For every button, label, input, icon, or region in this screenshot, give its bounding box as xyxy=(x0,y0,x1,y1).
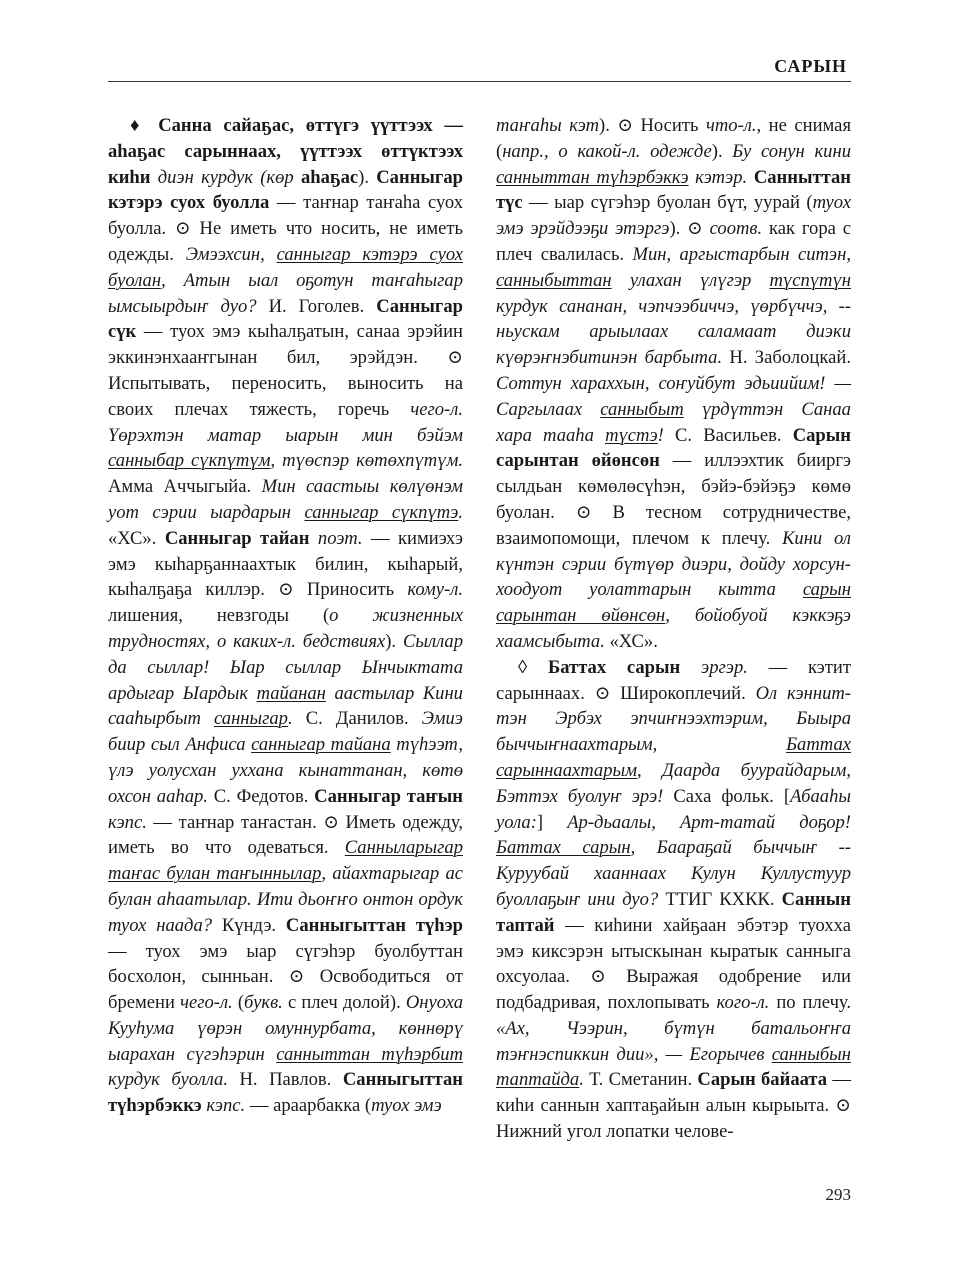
headword: аһаҕас xyxy=(300,166,359,188)
text-run: аастылар Кини сааһырбыт xyxy=(108,682,463,730)
text-run: ). xyxy=(358,166,377,188)
text-run: таҥаһы кэт xyxy=(496,115,600,136)
text-run: с плеч долой). xyxy=(282,992,406,1014)
headword: ♦ Санна сайаҕас, өттүгэ үүттээх — аһаҕас сарыннаах, үүттээх өттүктээх киһи xyxy=(108,115,463,188)
example-keyword: санныгар кэтэрэ суох буолан xyxy=(108,243,463,291)
text-run: . xyxy=(579,1069,584,1091)
example-keyword: түстэ xyxy=(605,424,658,446)
text-run: Күндэ. xyxy=(212,914,286,936)
text-run: . xyxy=(458,501,463,523)
text-run: — киһини хайҕаан эбэтэр туохха эмэ киксэрэн ытыскынан кыратык санныга охсуолаа. ⊙ Выражая одобрение или подбадривая, похлопывать xyxy=(496,914,851,1014)
text-run: курдук буолла. xyxy=(108,1069,228,1091)
headword: Санныгар кэтэрэ суох буолла xyxy=(108,166,463,214)
headword: Саннын таптай xyxy=(496,888,851,936)
text-run: С. Васильев. xyxy=(663,424,793,446)
text-run: ). ⊙ xyxy=(669,218,710,240)
text-run: ( xyxy=(232,992,245,1014)
text-run: кого-л. xyxy=(716,992,770,1014)
text-run: Мин саастыы көлүөнэм уот сэрии ыардарын xyxy=(108,476,463,523)
text-run: кэтэр. xyxy=(688,166,748,188)
text-run: Ар-дьаалы, Арт-татай доҕор! xyxy=(567,811,852,833)
text-run: Мин, аргыстарбын ситэн, xyxy=(632,243,851,265)
text-run: — киһи саннын хаптаҕайын алын кырыыта. ⊙ Нижний угол лопатки челове- xyxy=(496,1069,851,1143)
text-run: Н. Павлов. xyxy=(227,1069,343,1091)
text-run: ! xyxy=(657,424,664,446)
text-run: , не снимая ( xyxy=(496,115,851,162)
text-run: С. Данилов. xyxy=(292,708,422,730)
headword: Санныгыттан түһэр xyxy=(285,914,463,936)
text-run: как гора с плеч свалилась. xyxy=(496,218,852,265)
example-keyword: санныбыт xyxy=(600,398,684,420)
text-run: курдук сананан, чэпчээбиччэ, үөрбүччэ, -- ньускам арыылаах саламаат диэки күөрэҥнэбитинэн барбыта. xyxy=(496,295,851,369)
text-run: Ол кэнниттэн Эрбэх эпчиҥнээхтэрим, Быыра быччыҥнаахтарым, xyxy=(496,682,851,756)
headword: Санныгар тайан xyxy=(164,527,310,549)
text-run: Бу сонун кини xyxy=(732,140,851,162)
text-run: Эмээхсин, xyxy=(185,243,277,265)
text-run: ТТИГ КХКК. xyxy=(658,888,782,910)
text-run: — таҥнар таҥастан. ⊙ Иметь одежду, иметь во что одеваться. xyxy=(108,811,463,859)
entry-paragraph xyxy=(496,113,851,655)
text-run: ). xyxy=(711,140,733,162)
entry-paragraph xyxy=(108,113,463,1119)
text-run: что-л. xyxy=(705,115,757,136)
text-run: кому-л. xyxy=(407,579,463,601)
text-run: о жизненных трудностях, о каких-л. бедствиях xyxy=(108,605,463,652)
text-run: — кэтит сарыннаах. ⊙ Широкоплечий. xyxy=(496,656,851,704)
headword: Санныгыттан түһэрбэккэ xyxy=(108,1069,463,1117)
text-run: , түөспэр көтөхпүтүм. xyxy=(270,450,463,472)
headword: Санныттан түс xyxy=(496,166,851,214)
example-keyword: түспүтүн xyxy=(769,269,851,291)
text-run: букв. xyxy=(244,992,283,1014)
example-keyword: санныгар xyxy=(214,708,288,730)
text-run: — ыар сүгэһэр буолан бүт, уурай ( xyxy=(522,192,813,214)
text-run: Амма Аччыгыйа. xyxy=(108,476,262,498)
text-run: Үөрэхтэн матар ыарын мин бэйэм xyxy=(108,424,463,446)
text-run: Т. Сметанин. xyxy=(583,1069,698,1091)
text-run xyxy=(309,528,317,549)
example-keyword: Баттах сарын xyxy=(496,837,631,859)
text-run: ◊ xyxy=(518,656,548,678)
example-keyword: Санныларыгар таҥас булан таҥыннылар xyxy=(108,837,463,885)
text-run: , бойобуой кэккэҕэ хаамсыбыта. xyxy=(496,605,851,652)
text-run: , айахтарыгар ас булан аһаатылар. Ити дьоҥҥо онтон ордук туох наада? xyxy=(108,863,463,936)
text-run: Н. Заболоцкай. xyxy=(722,347,851,369)
text-run: по плечу. xyxy=(769,992,851,1014)
text-run: лишения, невзгоды ( xyxy=(108,605,330,627)
text-run: Абааһы уола: xyxy=(496,785,851,833)
text-run: Эмиэ биир сыл Анфиса xyxy=(108,708,463,756)
example-keyword: санныбар сүкпүтүм xyxy=(108,450,271,472)
text-run: — араарбакка ( xyxy=(245,1095,372,1117)
text-run: кэпс. xyxy=(206,1095,246,1117)
text-run: диэн курдук (көр xyxy=(150,166,301,188)
page-number: 293 xyxy=(825,1185,851,1204)
example-keyword: тайанан xyxy=(256,682,326,704)
header-rule xyxy=(108,81,851,82)
text-run: туох эмэ xyxy=(371,1095,442,1117)
text-run xyxy=(747,167,754,188)
text-run: үрдүттэн Санаа хара тааһа xyxy=(496,398,851,446)
text-run: Кини ол күнтэн сэрии бүтүөр диэри, дойду хорсун-хоодуот уолаттарын кытта xyxy=(496,527,851,601)
text-run: И. Гоголев. xyxy=(256,295,377,317)
entry-paragraph xyxy=(496,655,851,1145)
text-run: — туох эмэ ыар сүгэһэр буолбуттан босхолон, сынньан. ⊙ Освободиться от бремени xyxy=(108,940,463,1014)
text-run: чего-л. xyxy=(410,398,463,420)
text-run: соотв. xyxy=(709,218,763,240)
headword: Баттах сарын xyxy=(547,656,681,678)
headword: Сарын байаата xyxy=(697,1069,828,1091)
text-run: — иллээхтик бииргэ сылдьан көмөлөсүһэн, бэйэ-бэйэҕэ көмө буолан. ⊙ В тесном сотрудничестве, взаимопомощи, плечом к плечу. xyxy=(496,450,851,549)
running-header: САРЫН xyxy=(774,56,847,76)
headword: Санныгар таҥын xyxy=(314,785,463,807)
example-keyword: санныгар тайана xyxy=(251,734,391,756)
text-run: — туох эмэ кыһалҕатын, санаа эрэйин эккинэнхааҥгынан бил, эрэйдэн. ⊙ Испытывать, переносить, выносить на своих плечах тяжесть, горечь xyxy=(108,321,463,420)
text-run: туох эмэ эрэйдээҕи этэргэ xyxy=(496,192,851,240)
text-columns xyxy=(108,113,851,1173)
headword: Сарын сарынтан өйөнсөн xyxy=(496,424,851,472)
left-column xyxy=(108,113,463,1173)
text-run: «ХС». xyxy=(108,527,165,549)
text-run: чего-л. xyxy=(180,992,233,1014)
text-run: , Баараҕай быччыҥ -- Куруубай хааннаах Кулун Куллустуур буоллаҕыҥ ини дуо? xyxy=(496,837,851,910)
example-keyword: санныттан түһэрбит xyxy=(276,1043,463,1065)
example-keyword: санныгар сүкпүтэ xyxy=(304,501,459,523)
text-run: «Ах, Чээрин, бүтүн батальоҥҥа тэҥнэспиккин дии», — Егорычев xyxy=(496,1017,851,1065)
headword: Санныгар сүк xyxy=(108,295,464,343)
example-keyword: санныттан түһэрбэккэ xyxy=(496,166,689,188)
text-run: — таҥнар таҥаһа суох буолла. ⊙ Не иметь что носить, не иметь одежды. xyxy=(108,192,463,265)
text-run: С. Федотов. xyxy=(207,785,315,807)
text-run: поэт. xyxy=(317,527,363,549)
text-run: . xyxy=(287,708,293,730)
text-run: улахан үлүгэр xyxy=(611,269,770,291)
text-run: Сыллар да сыллар! Ыар сыллар Ынчыктата ардыгар Ыардык xyxy=(108,630,463,704)
text-run: , Даарда буурайдарым, Бэттэх буолуҥ эрэ! xyxy=(496,759,851,807)
right-column xyxy=(496,113,851,1173)
text-run xyxy=(680,657,701,678)
text-run: — кимиэхэ эмэ кыһарҕаннаахтык билин, кыһарый, кыһалҕаҕа киллэр. ⊙ Приносить xyxy=(108,527,463,601)
text-run: ] xyxy=(536,811,568,833)
text-run: ). xyxy=(385,630,403,652)
text-run: напр., о какой-л. одежде xyxy=(502,140,712,162)
text-run: Соттун хараххын, соҥуйбут эдьиийим! — Саргылаах xyxy=(496,372,851,420)
example-keyword: санныбыттан xyxy=(496,269,612,291)
text-run: эргэр. xyxy=(701,656,748,678)
example-keyword: сарын сарынтан өйөнсөн xyxy=(496,579,851,627)
text-run: кэпс. xyxy=(108,811,147,833)
text-run: түһээт, үлэ уолусхан уххана кынаттанан, көтө охсон ааһар. xyxy=(108,734,463,807)
example-keyword: Баттах сарыннаахтарым xyxy=(496,734,851,781)
text-run: Саха фольк. [ xyxy=(663,785,791,807)
text-run: , Атын ыал оҕотун таҥаһыгар ымсыырдыҥ дуо? xyxy=(108,269,463,317)
text-run: ). ⊙ Носить xyxy=(599,115,706,136)
text-run: Онуоха Кууһума үөрэн омуннурбата, көннөрү ыарахан сүгэһэрин xyxy=(108,992,463,1065)
example-keyword: санныбын таптайда xyxy=(496,1043,851,1091)
text-run: «ХС». xyxy=(604,630,658,652)
